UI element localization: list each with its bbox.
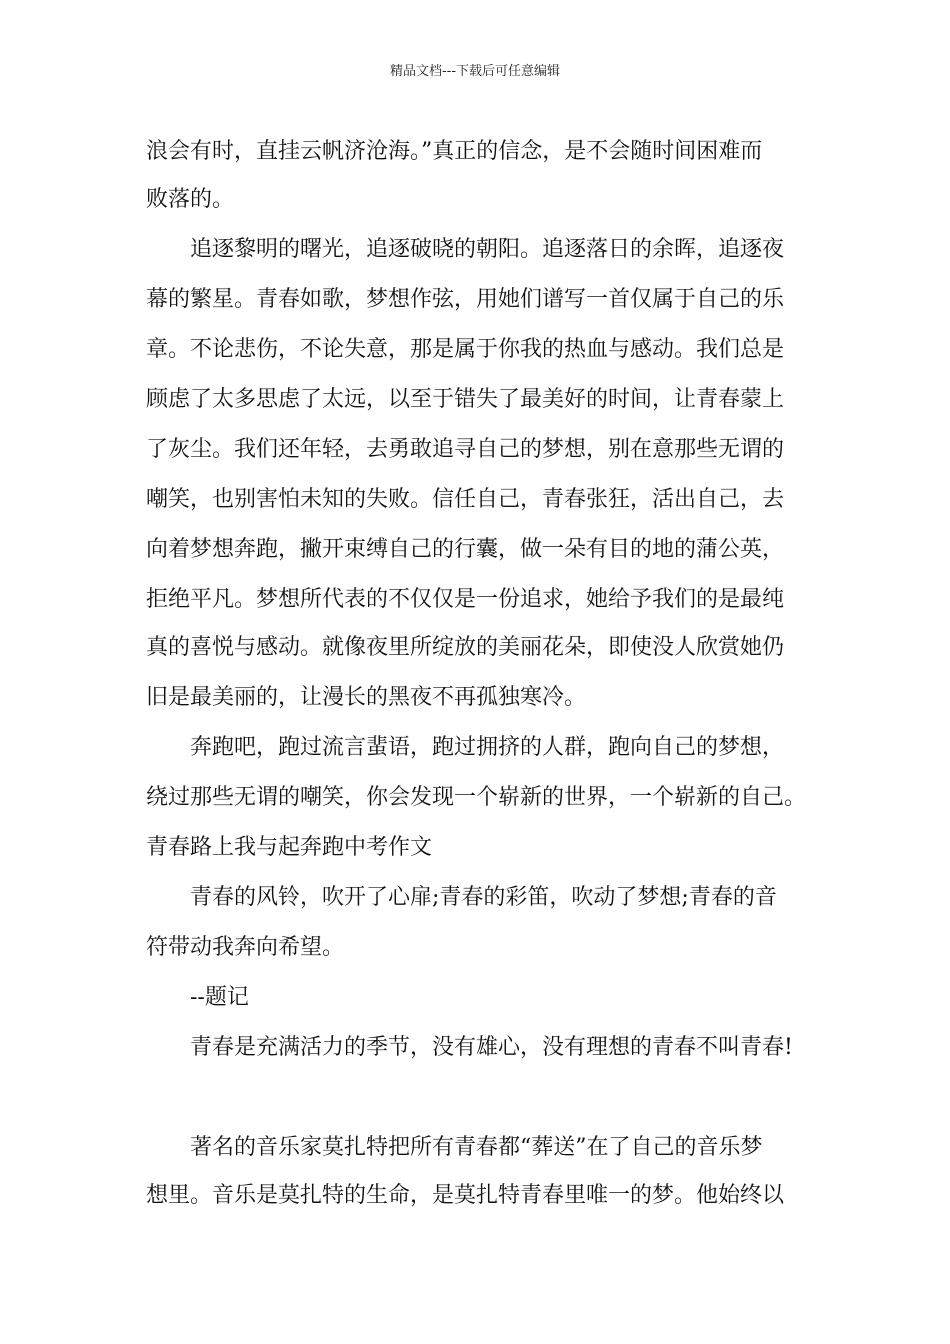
text-line: 青春的风铃，吹开了心扉;青春的彩笛，吹动了梦想;青春的音 [190, 885, 777, 910]
epigraph-label: --题记 [190, 985, 249, 1010]
section-title: 青春路上我与起奔跑中考作文 [146, 835, 433, 860]
text-line: 向着梦想奔跑，撇开束缚自己的行囊，做一朵有目的地的蒲公英， [146, 537, 785, 562]
text-line: 浪会有时，直挂云帆济沧海。”真正的信念，是不会随时间困难而 [146, 139, 763, 164]
text-line: 著名的音乐家莫扎特把所有青春都“葬送”在了自己的音乐梦 [190, 1135, 763, 1160]
text-line: 拒绝平凡。梦想所代表的不仅仅是一份追求，她给予我们的是最纯 [146, 587, 785, 612]
text-line: 符带动我奔向希望。 [146, 935, 345, 960]
text-line: 败落的。 [146, 187, 235, 212]
page-header: 精品文档---下载后可任意编辑 [389, 64, 561, 79]
text-line: 奔跑吧，跑过流言蜚语，跑过拥挤的人群，跑向自己的梦想， [190, 735, 785, 760]
text-line: 旧是最美丽的，让漫长的黑夜不再孤独寒冷。 [146, 685, 587, 710]
text-line: 青春是充满活力的季节，没有雄心，没有理想的青春不叫青春! [190, 1035, 793, 1060]
text-line: 了灰尘。我们还年轻，去勇敢追寻自己的梦想，别在意那些无谓的 [146, 437, 785, 462]
text-line: 真的喜悦与感动。就像夜里所绽放的美丽花朵，即使没人欣赏她仍 [146, 635, 785, 660]
text-line: 绕过那些无谓的嘲笑，你会发现一个崭新的世界，一个崭新的自己。 [146, 785, 807, 810]
text-line: 章。不论悲伤，不论失意，那是属于你我的热血与感动。我们总是 [146, 337, 785, 362]
text-line: 嘲笑，也别害怕未知的失败。信任自己，青春张狂，活出自己，去 [146, 487, 785, 512]
text-line: 想里。音乐是莫扎特的生命，是莫扎特青春里唯一的梦。他始终以 [146, 1183, 785, 1208]
text-line: 幕的繁星。青春如歌，梦想作弦，用她们谱写一首仅属于自己的乐 [146, 287, 785, 312]
text-line: 追逐黎明的曙光，追逐破晓的朝阳。追逐落日的余晖，追逐夜 [190, 237, 785, 262]
text-line: 顾虑了太多思虑了太远，以至于错失了最美好的时间，让青春蒙上 [146, 387, 785, 412]
